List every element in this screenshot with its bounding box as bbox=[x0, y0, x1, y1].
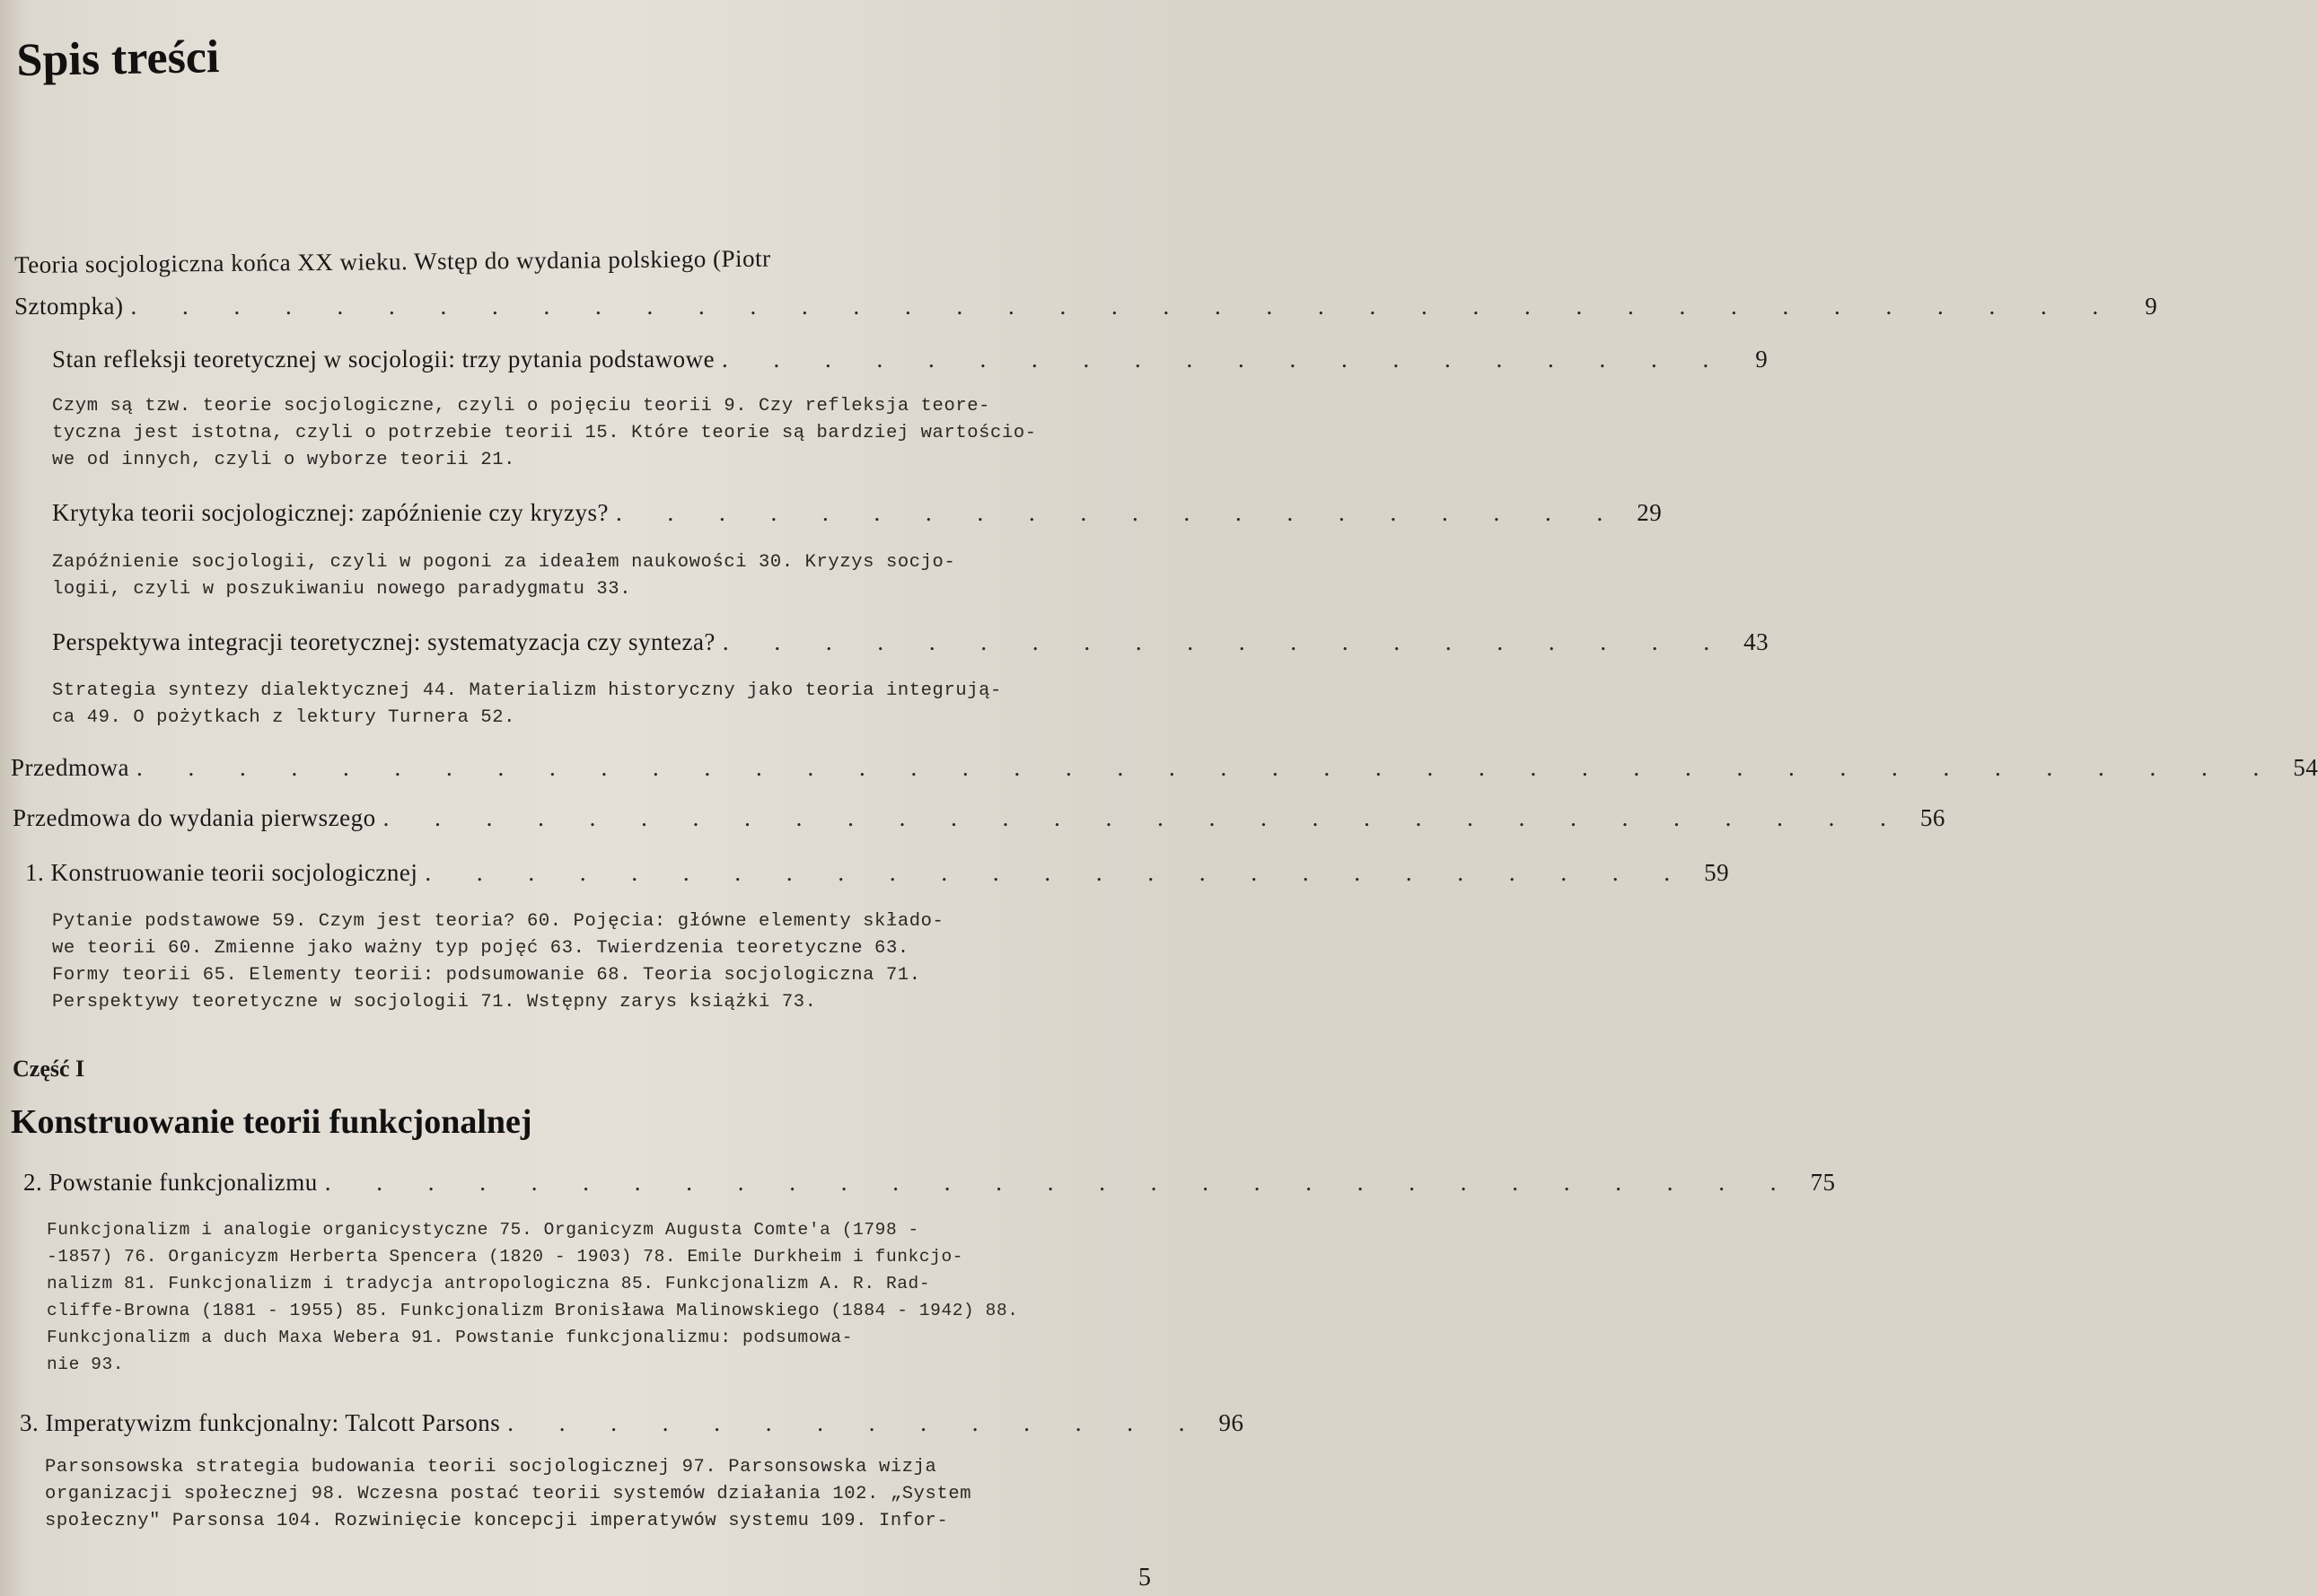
toc-entry[interactable] bbox=[25, 859, 1730, 887]
leader-dots: . . . . . . . . . . . . . . . . . . . . . . . . . . . . . . . . . . . . . . . bbox=[130, 293, 2119, 320]
subtopic-line: cliffe-Browna (1881 - 1955) 85. Funkcjonalizm Bronisława Malinowskiego (1884 - 1942) 88. bbox=[47, 1301, 1019, 1320]
toc-entry-label: Sztompka) bbox=[14, 293, 124, 320]
subtopic-line: Funkcjonalizm i analogie organicystyczne 75. Organicyzm Augusta Comte'a (1798 - bbox=[47, 1220, 919, 1240]
leader-dots: . . . . . . . . . . . . . . . . . . . . bbox=[722, 628, 1730, 655]
toc-entry[interactable] bbox=[52, 499, 1663, 527]
subtopic-line: ca 49. O pożytkach z lektury Turnera 52. bbox=[52, 707, 516, 728]
toc-page-number: 56 bbox=[1919, 804, 1945, 831]
page-title: Spis treści bbox=[16, 31, 220, 86]
subtopic-line: Pytanie podstawowe 59. Czym jest teoria? 60. Pojęcia: główne elementy składo- bbox=[52, 911, 944, 932]
toc-entry-label: 1. Konstruowanie teorii socjologicznej bbox=[25, 859, 418, 886]
subtopic-line: organizacji społecznej 98. Wczesna postać teorii systemów działania 102. „System bbox=[45, 1484, 972, 1504]
leader-dots: . . . . . . . . . . . . . . . . . . . . . . . . . bbox=[425, 859, 1690, 886]
toc-page-number: 54 bbox=[2293, 754, 2318, 781]
subtopic-line: Zapóźnienie socjologii, czyli w pogoni za ideałem naukowości 30. Kryzys socjo- bbox=[52, 552, 956, 573]
leader-dots: . . . . . . . . . . . . . . bbox=[507, 1409, 1205, 1436]
subtopic-line: logii, czyli w poszukiwaniu nowego paradygmatu 33. bbox=[52, 579, 632, 600]
toc-entry-label: Perspektywa integracji teoretycznej: systematyzacja czy synteza? bbox=[52, 628, 716, 655]
toc-entry-intro[interactable] bbox=[14, 293, 2158, 320]
toc-entry[interactable] bbox=[20, 1409, 1244, 1437]
toc-entry-label: Stan refleksji teoretycznej w socjologii: trzy pytania podstawowe bbox=[52, 346, 716, 373]
subtopic-line: Perspektywy teoretyczne w socjologii 71. Wstępny zarys książki 73. bbox=[52, 992, 817, 1013]
toc-page-number: 29 bbox=[1637, 499, 1663, 526]
page-number-folio: 5 bbox=[1138, 1564, 1151, 1592]
toc-subtopics bbox=[52, 549, 1084, 603]
toc-entry-intro-line1 bbox=[14, 242, 1092, 279]
toc-page-number: 96 bbox=[1218, 1409, 1244, 1436]
part-title: Konstruowanie teorii funkcjonalnej bbox=[11, 1103, 532, 1141]
leader-dots: . . . . . . . . . . . . . . . . . . . . . . . . . . . . . bbox=[324, 1169, 1796, 1196]
toc-subtopics bbox=[52, 393, 1084, 474]
subtopic-line: Czym są tzw. teorie socjologiczne, czyli o pojęciu teorii 9. Czy refleksja teore- bbox=[52, 396, 991, 417]
toc-entry-label: 3. Imperatywizm funkcjonalny: Talcott Parsons bbox=[20, 1409, 501, 1436]
toc-entry-label: Przedmowa do wydania pierwszego bbox=[13, 804, 376, 831]
toc-entry[interactable] bbox=[23, 1169, 1836, 1197]
subtopic-line: nalizm 81. Funkcjonalizm i tradycja antropologiczna 85. Funkcjonalizm A. R. Rad- bbox=[47, 1274, 931, 1293]
subtopic-line: społeczny" Parsonsa 104. Rozwinięcie koncepcji imperatywów systemu 109. Infor- bbox=[45, 1511, 949, 1531]
subtopic-line: Funkcjonalizm a duch Maxa Webera 91. Powstanie funkcjonalizmu: podsumowa- bbox=[47, 1328, 854, 1347]
subtopic-line: we od innych, czyli o wyborze teorii 21. bbox=[52, 450, 516, 470]
leader-dots: . . . . . . . . . . . . . . . . . . . . . . . . . . . . . . . . . . . . . . . . . . bbox=[136, 754, 2279, 781]
subtopic-line: -1857) 76. Organicyzm Herberta Spencera (1820 - 1903) 78. Emile Durkheim i funkcjo- bbox=[47, 1247, 964, 1267]
toc-page-number: 9 bbox=[2145, 293, 2158, 320]
subtopic-line: Formy teorii 65. Elementy teorii: podsumowanie 68. Teoria socjologiczna 71. bbox=[52, 965, 921, 986]
toc-entry-label: Teoria socjologiczna końca XX wieku. Wstęp do wydania polskiego (Piotr bbox=[14, 244, 771, 278]
leader-dots: . . . . . . . . . . . . . . . . . . . . . . . . . . . . . . bbox=[382, 804, 1906, 831]
leader-dots: . . . . . . . . . . . . . . . . . . . . bbox=[616, 499, 1623, 526]
subtopic-line: we teorii 60. Zmienne jako ważny typ pojęć 63. Twierdzenia teoretyczne 63. bbox=[52, 938, 909, 959]
leader-dots: . . . . . . . . . . . . . . . . . . . . bbox=[722, 346, 1729, 373]
toc-entry[interactable] bbox=[11, 754, 2318, 782]
toc-entry-label: 2. Powstanie funkcjonalizmu bbox=[23, 1169, 318, 1196]
toc-page-number: 43 bbox=[1743, 628, 1769, 655]
toc-entry-label: Przedmowa bbox=[11, 754, 129, 781]
toc-subtopics bbox=[52, 908, 1084, 1016]
part-label: Część I bbox=[13, 1056, 85, 1082]
subtopic-line: Parsonsowska strategia budowania teorii socjologicznej 97. Parsonsowska wizja bbox=[45, 1457, 937, 1478]
toc-entry[interactable] bbox=[13, 804, 1945, 832]
toc-page-number: 59 bbox=[1704, 859, 1730, 886]
toc-entry-label: Krytyka teorii socjologicznej: zapóźnienie czy kryzys? bbox=[52, 499, 610, 526]
toc-subtopics bbox=[45, 1454, 1091, 1535]
subtopic-line: tyczna jest istotna, czyli o potrzebie teorii 15. Które teorie są bardziej wartościo- bbox=[52, 423, 1037, 443]
toc-subtopics bbox=[52, 678, 1084, 732]
toc-entry[interactable] bbox=[52, 628, 1769, 656]
subtopic-line: nie 93. bbox=[47, 1355, 125, 1374]
toc-page-number: 75 bbox=[1810, 1169, 1836, 1196]
subtopic-line: Strategia syntezy dialektycznej 44. Materializm historyczny jako teoria integrują- bbox=[52, 680, 1002, 701]
toc-entry[interactable] bbox=[52, 346, 1769, 373]
toc-page-number: 9 bbox=[1755, 346, 1769, 373]
toc-subtopics bbox=[47, 1216, 1088, 1378]
